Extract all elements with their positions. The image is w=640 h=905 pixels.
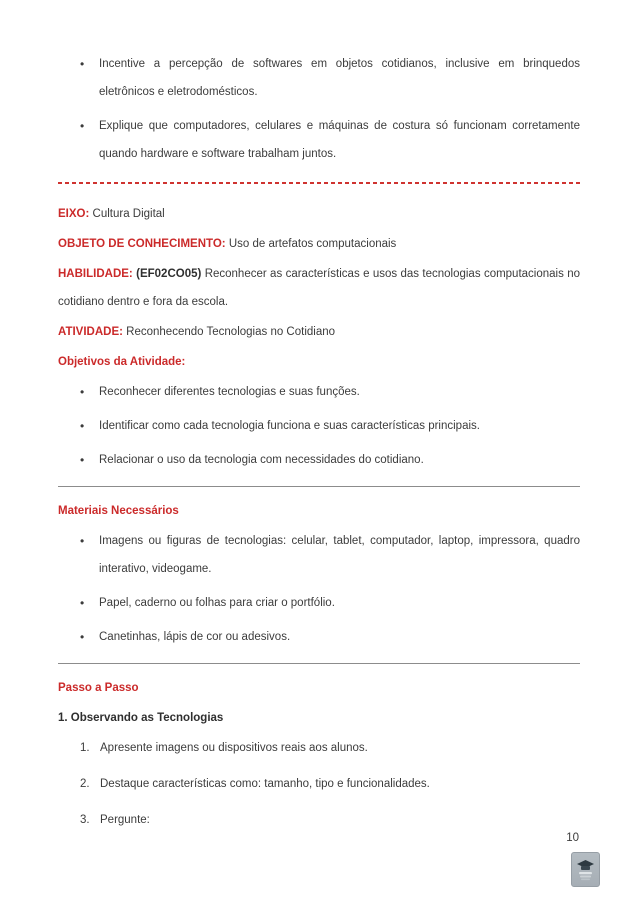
bullet-text: Explique que computadores, celulares e máquinas de costura só funcionam corretamente quando hardware e software trabalham juntos.	[99, 120, 580, 160]
bullet-text: Relacionar o uso da tecnologia com necessidades do cotidiano.	[99, 454, 424, 466]
item-text: Apresente imagens ou dispositivos reais aos alunos.	[100, 742, 368, 754]
habilidade-field	[58, 260, 580, 316]
list-item	[58, 527, 580, 583]
objeto-field	[58, 230, 580, 258]
item-number: 3.	[80, 814, 90, 826]
passos-heading: Passo a Passo	[58, 682, 139, 694]
list-item	[58, 589, 580, 617]
passos-subheading: 1. Observando as Tecnologias	[58, 712, 224, 724]
materiais-heading: Materiais Necessários	[58, 505, 179, 517]
objeto-label: OBJETO DE CONHECIMENTO:	[58, 238, 226, 250]
bullet-text: Incentive a percepção de softwares em objetos cotidianos, inclusive em brinquedos eletrônicos e eletrodomésticos.	[99, 58, 580, 98]
item-number: 2.	[80, 778, 90, 790]
bullet-text: Papel, caderno ou folhas para criar o portfólio.	[99, 597, 335, 609]
list-item	[58, 112, 580, 168]
numbered-item	[58, 734, 580, 762]
list-item	[58, 50, 580, 106]
school-logo-icon	[571, 852, 600, 887]
habilidade-value: Reconhecer as características e usos das tecnologias computacionais no cotidiano dentro e fora da escola.	[58, 268, 581, 308]
bullet-text: Reconhecer diferentes tecnologias e suas funções.	[99, 386, 360, 398]
list-item	[58, 446, 580, 474]
eixo-label: EIXO:	[58, 208, 90, 220]
graduation-cap-icon	[575, 857, 596, 883]
list-item	[58, 412, 580, 440]
intro-bullet-list	[58, 50, 580, 168]
numbered-item	[58, 770, 580, 798]
passos-numbered-list	[58, 734, 580, 834]
section-divider	[58, 486, 580, 487]
bullet-text: Imagens ou figuras de tecnologias: celular, tablet, computador, laptop, impressora, quadro interativo, videogame.	[99, 535, 580, 575]
list-item	[58, 623, 580, 651]
atividade-value: Reconhecendo Tecnologias no Cotidiano	[126, 326, 336, 338]
item-text: Destaque características como: tamanho, tipo e funcionalidades.	[100, 778, 430, 790]
habilidade-code: (EF02CO05)	[136, 268, 202, 280]
page-number: 10	[566, 832, 579, 844]
eixo-field	[58, 200, 580, 228]
objetivos-heading: Objetivos da Atividade:	[58, 356, 186, 368]
atividade-label: ATIVIDADE:	[58, 326, 123, 338]
objetivos-bullet-list	[58, 378, 580, 474]
item-text: Pergunte:	[100, 814, 150, 826]
dashed-divider	[58, 182, 580, 184]
numbered-item	[58, 806, 580, 834]
bullet-text: Canetinhas, lápis de cor ou adesivos.	[99, 631, 291, 643]
materiais-bullet-list	[58, 527, 580, 651]
list-item	[58, 378, 580, 406]
objeto-value: Uso de artefatos computacionais	[228, 238, 397, 250]
section-divider	[58, 663, 580, 664]
eixo-value: Cultura Digital	[92, 208, 165, 220]
atividade-field	[58, 318, 580, 346]
bullet-text: Identificar como cada tecnologia funciona e suas características principais.	[99, 420, 480, 432]
habilidade-label: HABILIDADE:	[58, 268, 133, 280]
item-number: 1.	[80, 742, 90, 754]
